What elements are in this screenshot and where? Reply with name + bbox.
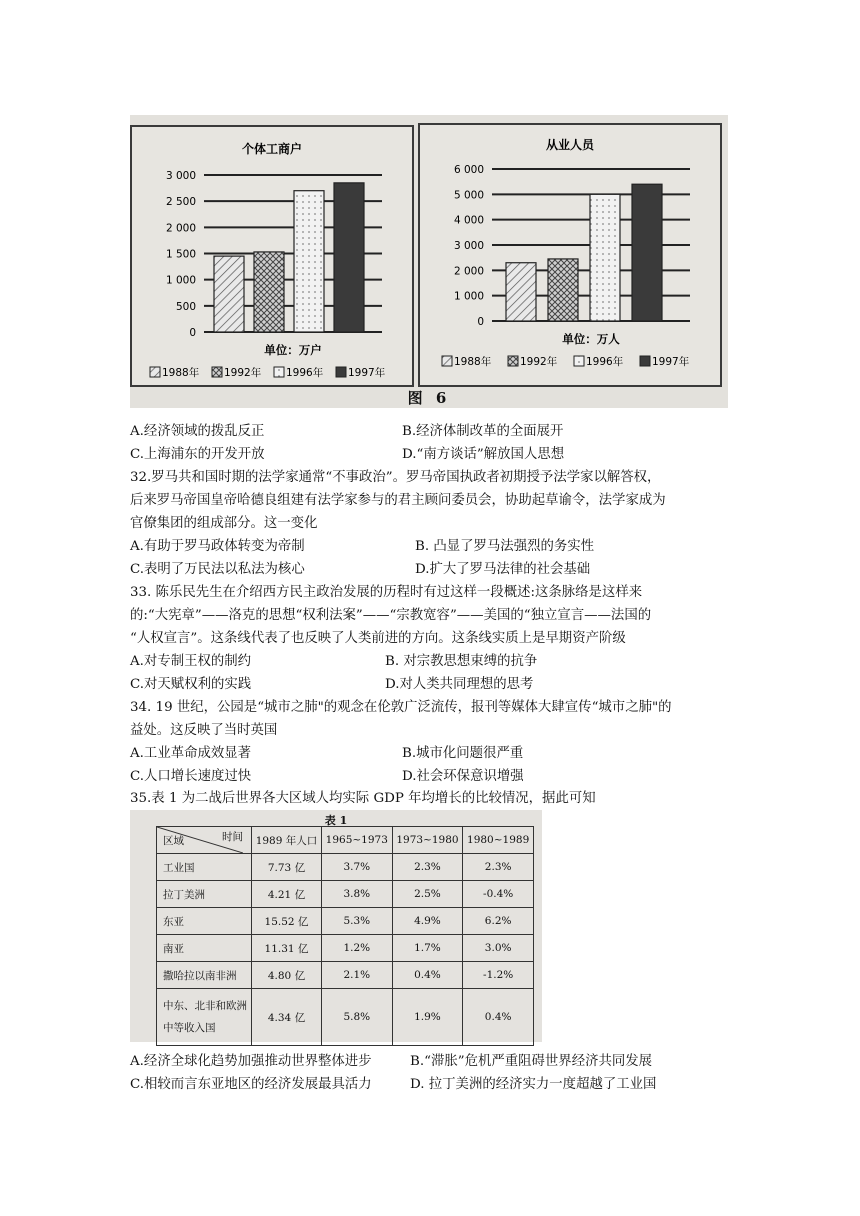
- table-cell: 4.21 亿: [252, 881, 322, 908]
- bar-1988年: [506, 263, 536, 321]
- q33-stem-line3: “人权宣言”。这条线代表了也反映了人类前进的方向。这条线实质上是早期资产阶级: [130, 631, 626, 646]
- q31-option-a: A.经济领域的拨乱反正: [130, 424, 265, 439]
- q32-stem-line2: 后来罗马帝国皇帝哈德良组建有法学家参与的君主顾问委员会，协助起草谕令，法学家成为: [130, 493, 666, 508]
- figure-6: [130, 115, 728, 408]
- corner-region-label: 区域: [163, 835, 184, 847]
- bar-1988年: [214, 256, 244, 332]
- table-row: [157, 881, 534, 908]
- bar-1996年: [294, 191, 324, 332]
- table-cell: 2.5%: [392, 881, 463, 908]
- table-cell: 2.1%: [321, 962, 392, 989]
- q33-stem-line1: 33. 陈乐民先生在介绍西方民主政治发展的历程时有过这样一段概述:这条脉络是这样来: [130, 585, 643, 600]
- table-cell: 7.73 亿: [252, 854, 322, 881]
- table-row: [157, 989, 534, 1046]
- y-tick-label: 2 000: [453, 265, 484, 278]
- table-cell: 2.3%: [392, 854, 463, 881]
- q34-option-a: A.工业革命成效显著: [130, 746, 252, 761]
- table-row: [157, 908, 534, 935]
- table-region-cell: 拉丁美洲: [157, 881, 252, 908]
- table-cell: 6.2%: [463, 908, 534, 935]
- q35-option-d: D. 拉丁美洲的经济实力一度超越了工业国: [410, 1077, 657, 1092]
- legend-swatch: [442, 356, 452, 366]
- table-cell: 5.3%: [321, 908, 392, 935]
- y-tick-label: 0: [477, 316, 484, 328]
- q35-option-a: A.经济全球化趋势加强推动世界整体进步: [130, 1054, 372, 1069]
- y-tick-label: 2 000: [165, 222, 196, 235]
- table-cell: 15.52 亿: [252, 908, 322, 935]
- bar-1997年: [632, 184, 662, 321]
- table-cell: 1.9%: [392, 989, 463, 1046]
- chart-panel-households: [130, 125, 414, 387]
- bar-1996年: [590, 194, 620, 321]
- table-region-cell: 撒哈拉以南非洲: [157, 962, 252, 989]
- q32-option-b: B. 凸显了罗马法强烈的务实性: [415, 539, 595, 554]
- legend-swatch: [212, 367, 222, 377]
- table-region-cell: 中东、北非和欧洲中等收入国: [157, 989, 252, 1046]
- q32-option-c: C.表明了万民法以私法为核心: [130, 562, 305, 577]
- legend-label: 1992年: [520, 356, 558, 368]
- table-cell: 0.4%: [463, 989, 534, 1046]
- table-header-row: [157, 827, 534, 854]
- legend-swatch: [150, 367, 160, 377]
- q34-stem-line2: 益处。这反映了当时英国: [130, 723, 278, 738]
- legend-swatch: [336, 367, 346, 377]
- q33-option-b: B. 对宗教思想束缚的抗争: [385, 654, 538, 669]
- y-tick-label: 2 500: [165, 196, 196, 209]
- table-row: [157, 962, 534, 989]
- y-tick-label: 6 000: [453, 164, 484, 176]
- bar-1997年: [334, 183, 364, 332]
- chart-households: [132, 127, 412, 385]
- q33-option-d: D.对人类共同理想的思考: [385, 677, 534, 692]
- q32-stem-line3: 官僚集团的组成部分。这一变化: [130, 516, 318, 531]
- unit-label: 单位：万人: [562, 332, 620, 346]
- table-corner-cell: [157, 827, 252, 854]
- table-cell: 3.7%: [321, 854, 392, 881]
- q34-option-c: C.人口增长速度过快: [130, 769, 252, 784]
- table-row: [157, 935, 534, 962]
- table-cell: 4.34 亿: [252, 989, 322, 1046]
- table-header-cell: 1965~1973: [321, 827, 392, 854]
- q31-option-c: C.上海浦东的开发开放: [130, 447, 265, 462]
- legend-swatch: [274, 367, 284, 377]
- q34-stem-line1: 34. 19 世纪，公园是“城市之肺"的观念在伦敦广泛流传，报刊等媒体大肆宣传“城市之肺"的: [130, 700, 672, 715]
- legend-label: 1996年: [286, 367, 324, 379]
- table-title: 表 1: [324, 814, 348, 827]
- chart-employees: [420, 125, 720, 385]
- q32-option-a: A.有助于罗马政体转变为帝制: [130, 539, 305, 554]
- q33-stem-line2: 的:“大宪章”——洛克的思想“权利法案”——“宗教宽容”——美国的“独立宣言——法国的: [130, 608, 652, 623]
- table-region-cell: 东亚: [157, 908, 252, 935]
- table-cell: 5.8%: [321, 989, 392, 1046]
- y-tick-label: 4 000: [453, 214, 484, 227]
- legend-label: 1997年: [652, 356, 690, 368]
- q31-option-b: B.经济体制改革的全面展开: [402, 424, 564, 439]
- table-cell: 4.9%: [392, 908, 463, 935]
- table-cell: -0.4%: [463, 881, 534, 908]
- y-tick-label: 500: [175, 300, 196, 313]
- legend-label: 1992年: [224, 367, 262, 379]
- q34-option-d: D.社会环保意识增强: [402, 769, 524, 784]
- table-cell: 1.2%: [321, 935, 392, 962]
- q34-option-b: B.城市化问题很严重: [402, 746, 524, 761]
- y-tick-label: 1 000: [165, 274, 196, 287]
- table-region-cell: 工业国: [157, 854, 252, 881]
- legend-label: 1997年: [348, 367, 386, 379]
- table-cell: 0.4%: [392, 962, 463, 989]
- y-tick-label: 5 000: [453, 189, 484, 202]
- q33-option-c: C.对天赋权利的实践: [130, 677, 252, 692]
- q31-option-d: D.“南方谈话”解放国人思想: [402, 447, 565, 462]
- table-1-photo: [130, 810, 542, 1042]
- chart-panel-employees: [418, 123, 722, 387]
- table-region-cell: 南亚: [157, 935, 252, 962]
- table-cell: 3.8%: [321, 881, 392, 908]
- table-cell: 2.3%: [463, 854, 534, 881]
- legend-swatch: [508, 356, 518, 366]
- unit-label: 单位：万户: [264, 343, 322, 357]
- chart-title: 个体工商户: [241, 142, 303, 156]
- legend-label: 1988年: [454, 356, 492, 368]
- q35-option-b: B.“滞胀”危机严重阻碍世界经济共同发展: [410, 1054, 653, 1069]
- bar-1992年: [548, 259, 578, 321]
- table-header-cell: 1989 年人口: [252, 827, 322, 854]
- y-tick-label: 1 500: [165, 248, 196, 261]
- legend-label: 1996年: [586, 356, 624, 368]
- y-tick-label: 0: [189, 327, 196, 339]
- y-tick-label: 3 000: [453, 240, 484, 252]
- y-tick-label: 3 000: [165, 170, 196, 182]
- corner-time-label: 时间: [222, 831, 243, 843]
- table-cell: 4.80 亿: [252, 962, 322, 989]
- q35-stem-line1: 35.表 1 为二战后世界各大区域人均实际 GDP 年均增长的比较情况，据此可知: [130, 791, 596, 806]
- gdp-growth-table: [156, 826, 534, 1046]
- legend-swatch: [574, 356, 584, 366]
- table-row: [157, 854, 534, 881]
- legend-swatch: [640, 356, 650, 366]
- q35-option-c: C.相较而言东亚地区的经济发展最具活力: [130, 1077, 372, 1092]
- chart-title: 从业人员: [545, 138, 595, 152]
- table-cell: 11.31 亿: [252, 935, 322, 962]
- legend-label: 1988年: [162, 367, 200, 379]
- bar-1992年: [254, 252, 284, 332]
- table-cell: 3.0%: [463, 935, 534, 962]
- table-cell: 1.7%: [392, 935, 463, 962]
- table-header-cell: 1980~1989: [463, 827, 534, 854]
- q33-option-a: A.对专制王权的制约: [130, 654, 252, 669]
- y-tick-label: 1 000: [453, 290, 484, 303]
- table-header-cell: 1973~1980: [392, 827, 463, 854]
- table-cell: -1.2%: [463, 962, 534, 989]
- q32-stem-line1: 32.罗马共和国时期的法学家通常“不事政治”。罗马帝国执政者初期授予法学家以解答权，: [130, 470, 661, 485]
- q32-option-d: D.扩大了罗马法律的社会基础: [415, 562, 591, 577]
- figure-caption: 图 6: [407, 389, 451, 407]
